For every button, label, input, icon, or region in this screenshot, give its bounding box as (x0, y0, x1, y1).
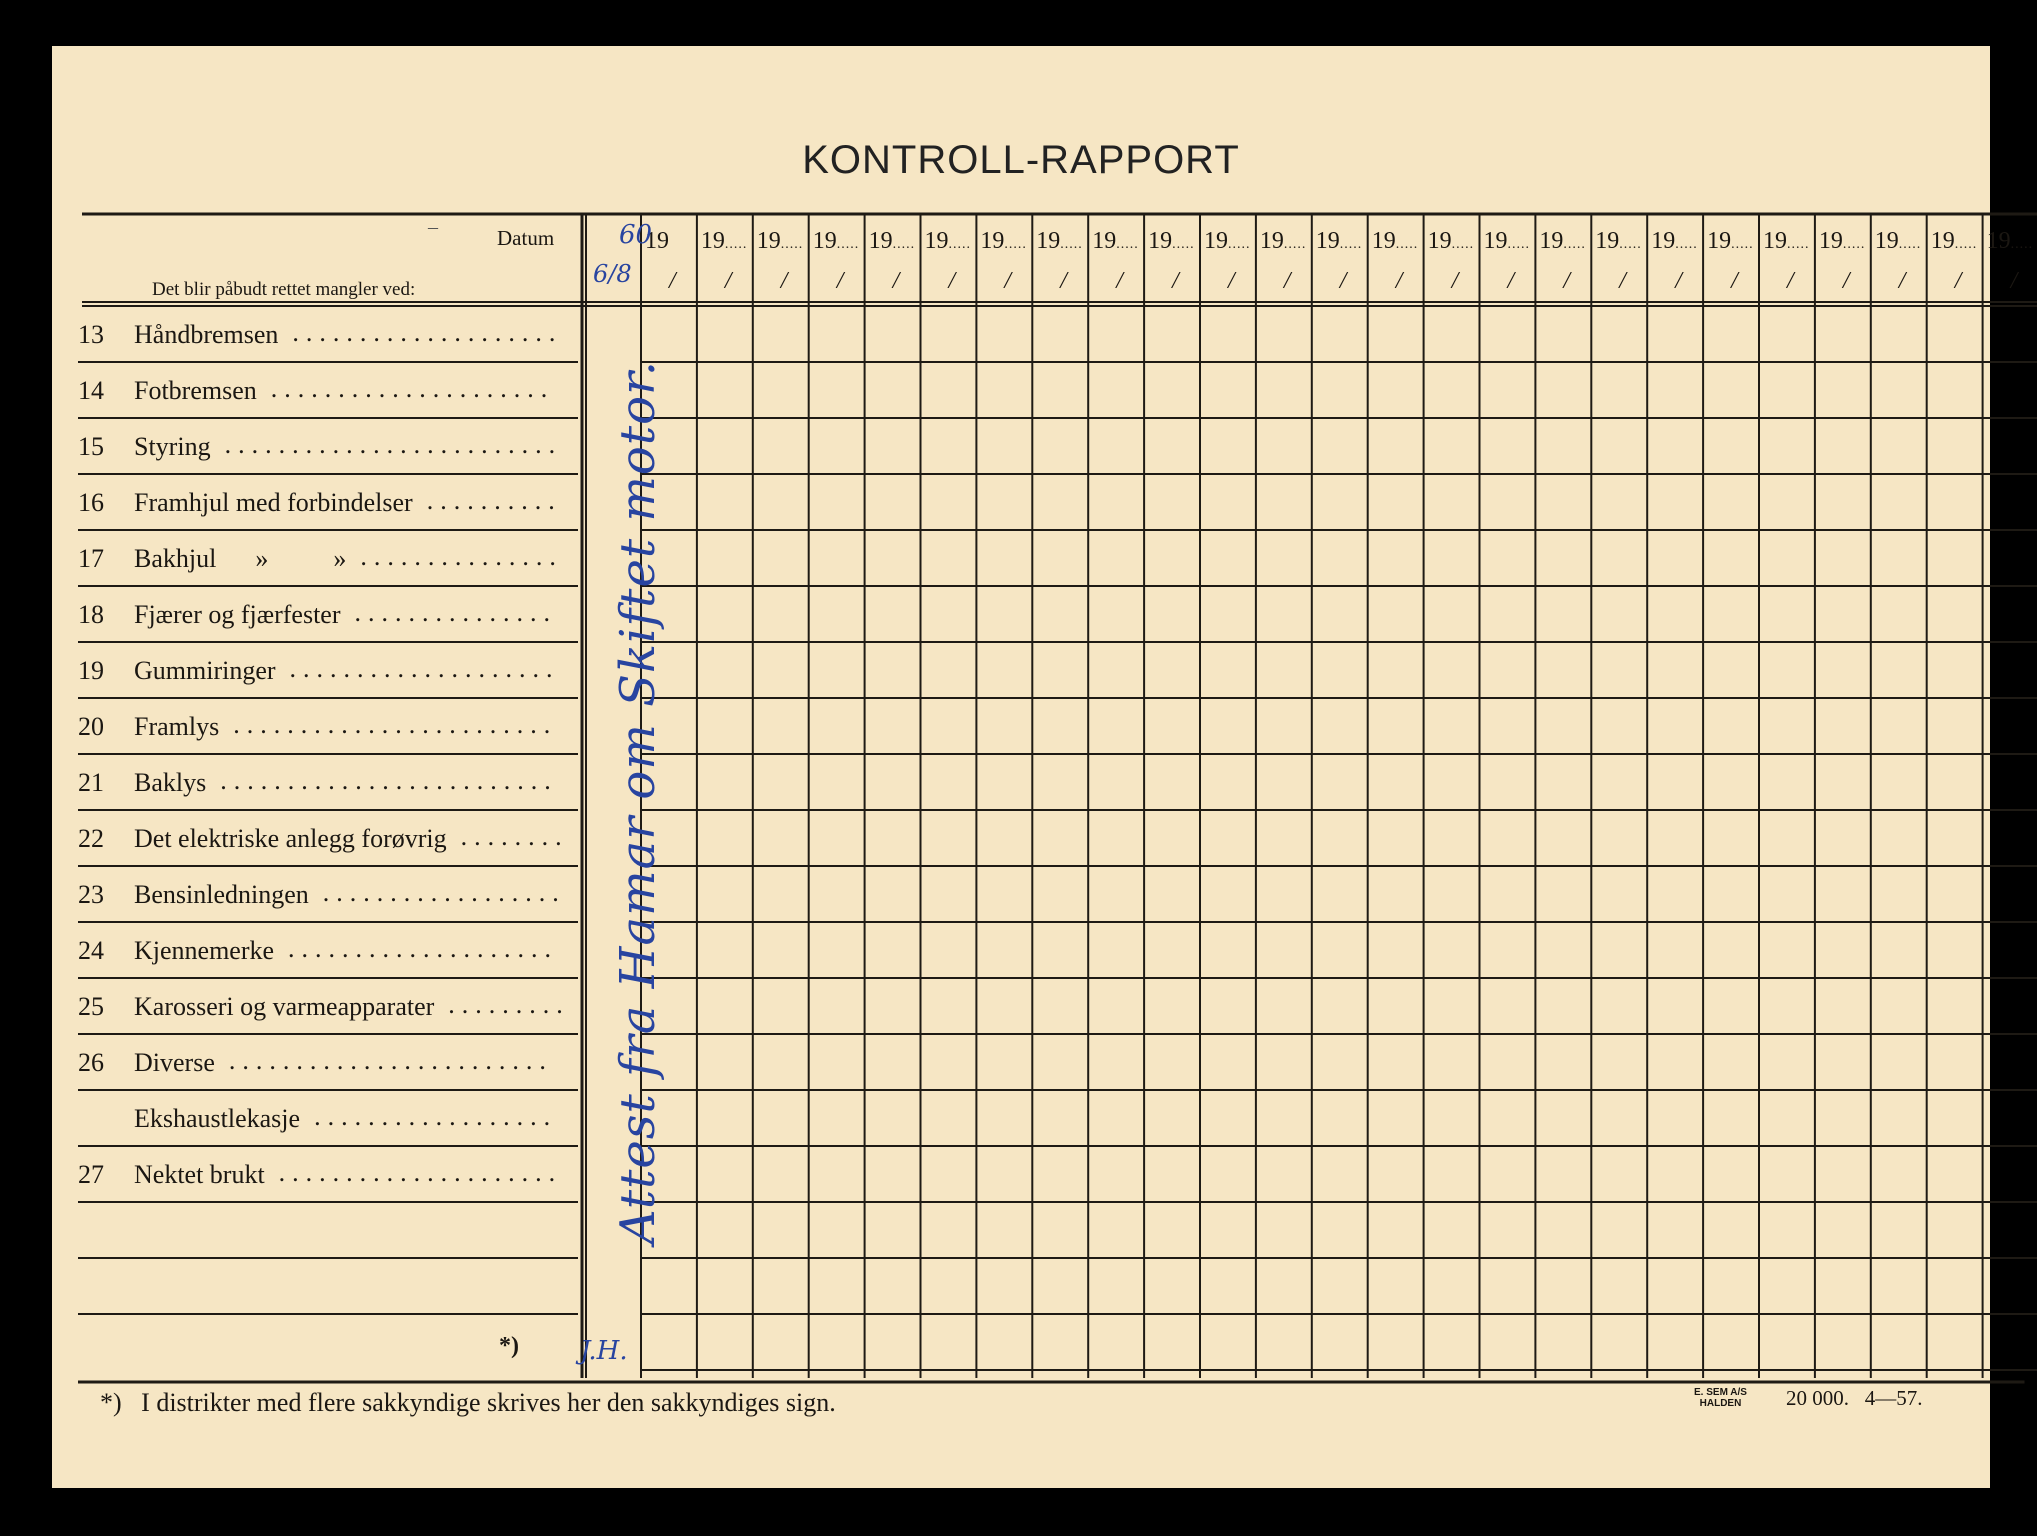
column-date-slash: / (836, 268, 844, 294)
column-date-slash: / (1842, 268, 1850, 294)
column-year-prefix: 19 (1259, 228, 1284, 254)
row-label: Nektet brukt (134, 1160, 265, 1189)
column-year-prefix: 19 (1539, 228, 1564, 254)
column-date-slash: / (1060, 268, 1067, 294)
column-date-slash: / (1787, 268, 1794, 294)
dot-leader: ........................ (233, 710, 558, 739)
column-year (1036, 228, 1083, 255)
column-year-blank: ..... (1619, 237, 1642, 252)
column-year (1875, 228, 1922, 255)
printer-name: E. SEM A/S (1694, 1387, 1747, 1398)
column-date-slash: / (1619, 268, 1626, 294)
column-date-slash: / (1898, 268, 1906, 294)
column-year (1092, 228, 1139, 255)
column-year-prefix: 19 (645, 228, 669, 254)
row-label: Fotbremsen (134, 376, 257, 405)
column-date-slash: / (1507, 268, 1515, 294)
column-year-prefix: 19 (1204, 228, 1228, 254)
column-date-slash: / (780, 268, 788, 294)
column-year (813, 228, 860, 255)
column-year-prefix: 19 (756, 228, 781, 254)
column-year-prefix: 19 (812, 228, 837, 254)
column-year-blank: ..... (1842, 237, 1866, 252)
column-year-blank: ..... (1451, 237, 1475, 252)
handwritten-date: 6/8 (593, 260, 632, 288)
dot-leader: .................... (292, 318, 563, 347)
row-label: Framhjul med forbindelser (134, 488, 413, 517)
dot-leader: ........ (460, 822, 569, 851)
row-number: 13 (78, 320, 104, 349)
column-year (1428, 228, 1475, 255)
column-year (1316, 228, 1363, 255)
handwritten-signature: J.H. (580, 1336, 628, 1366)
column-year-blank: ..... (1060, 237, 1083, 252)
column-date-slash: / (2010, 268, 2018, 294)
column-year (1931, 228, 1978, 255)
column-year-blank: ..... (1954, 237, 1978, 252)
column-year-blank: ..... (1787, 237, 1810, 252)
column-year-prefix: 19 (1315, 228, 1340, 254)
column-date-slash: / (1731, 268, 1738, 294)
column-year (1539, 228, 1586, 255)
column-year-prefix: 19 (1930, 228, 1955, 254)
column-year-prefix: 19 (1427, 228, 1452, 254)
column-year-blank: ..... (1228, 237, 1251, 252)
dot-leader: ..................... (278, 1158, 563, 1187)
column-date-slash: / (1172, 268, 1179, 294)
column-date-slash: / (724, 268, 732, 294)
column-date-slash: / (892, 268, 900, 294)
row-label: Det elektriske anlegg forøvrig (134, 824, 447, 853)
column-year-blank: ..... (1563, 237, 1586, 252)
column-year-blank: ..... (836, 237, 860, 252)
column-year (1148, 228, 1195, 255)
column-date-slash: / (1563, 268, 1571, 294)
row-number: 18 (78, 600, 104, 629)
dot-leader: .......... (426, 486, 562, 515)
column-date-slash: / (1675, 268, 1682, 294)
column-date-slash: / (1283, 268, 1291, 294)
row-number: 19 (78, 656, 104, 685)
column-year-prefix: 19 (1763, 228, 1787, 254)
dot-leader: ........................ (228, 1046, 553, 1075)
column-year (1987, 228, 2034, 255)
footnote: *) I distrikter med flere sakkyndige skrives her den sakkyndiges sign. (100, 1388, 836, 1417)
header-dash: – (428, 216, 438, 238)
column-year (1819, 228, 1866, 255)
row-label: Baklys (134, 768, 207, 797)
printer-city: HALDEN (1699, 1398, 1742, 1409)
row-label: Fjærer og fjærfester (134, 600, 341, 629)
page-title: KONTROLL-RAPPORT (802, 138, 1240, 182)
row-number: 16 (78, 488, 104, 517)
column-year (757, 228, 804, 255)
handwritten-year: 60 (619, 220, 653, 250)
column-year-blank: ..... (1898, 237, 1922, 252)
column-year-blank: ..... (1675, 237, 1698, 252)
column-year-blank: ..... (1731, 237, 1754, 252)
dot-leader: ......................... (220, 766, 558, 795)
column-year-prefix: 19 (924, 228, 949, 254)
column-date-slash: / (1954, 268, 1962, 294)
defects-intro-label: Det blir påbudt rettet mangler ved: (152, 279, 416, 300)
column-year-prefix: 19 (1874, 228, 1899, 254)
column-year-blank: ..... (1395, 237, 1419, 252)
column-year-blank: ..... (1339, 237, 1363, 252)
column-year-blank: ..... (1004, 237, 1027, 252)
row-number: 27 (78, 1160, 104, 1189)
dot-leader: .................... (289, 654, 560, 683)
column-year-blank: ..... (1283, 237, 1307, 252)
column-year (1651, 228, 1698, 255)
column-year (1763, 228, 1810, 255)
column-year (1707, 228, 1754, 255)
column-date-slash: / (1339, 268, 1347, 294)
column-year-prefix: 19 (1036, 228, 1061, 254)
column-year-blank: ..... (2010, 237, 2034, 252)
dot-leader: .................. (314, 1102, 558, 1131)
column-year-blank: ..... (1172, 237, 1195, 252)
column-year (701, 228, 748, 255)
row-label: Framlys (134, 712, 220, 741)
dot-leader: ......... (448, 990, 570, 1019)
row-number: 21 (78, 768, 104, 797)
printer-mark (1694, 1387, 1747, 1409)
column-date-slash: / (1116, 268, 1123, 294)
dot-leader: ......................... (224, 430, 563, 459)
column-year-prefix: 19 (1371, 228, 1396, 254)
row-number: 26 (78, 1048, 104, 1077)
row-number: 23 (78, 880, 104, 909)
row-label: Håndbremsen (134, 320, 279, 349)
column-year-prefix: 19 (700, 228, 725, 254)
column-year-blank: ..... (948, 237, 971, 252)
column-year (980, 228, 1027, 255)
dot-leader: ..................... (270, 374, 555, 403)
column-year (1260, 228, 1307, 255)
row-label: Diverse (134, 1048, 215, 1077)
column-date-slash: / (948, 268, 956, 294)
row-number: 17 (78, 544, 104, 573)
column-date-slash: / (1004, 268, 1012, 294)
handwritten-note: Attest fra Hamar om Skiftet motor. (610, 360, 666, 1244)
column-year-prefix: 19 (1092, 228, 1117, 254)
print-run: 20 000. 4—57. (1786, 1386, 1923, 1410)
row-label: Bakhjul » » (134, 544, 347, 573)
column-year-prefix: 19 (1707, 228, 1732, 254)
column-year-prefix: 19 (1148, 228, 1173, 254)
column-year (1595, 228, 1642, 255)
row-label: Kjennemerke (134, 936, 275, 965)
column-year-blank: ..... (892, 237, 916, 252)
column-year-prefix: 19 (1986, 228, 2011, 254)
row-label: Gummiringer (134, 656, 276, 685)
dot-leader: .................. (322, 878, 566, 907)
column-year-prefix: 19 (1595, 228, 1620, 254)
column-date-slash: / (1451, 268, 1459, 294)
row-label: Ekshaustlekasje (134, 1104, 301, 1133)
inspection-card (52, 46, 2034, 1488)
row-number: 14 (78, 376, 104, 405)
column-year-blank: ..... (780, 237, 804, 252)
row-number: 24 (78, 936, 104, 965)
column-year (1204, 228, 1251, 255)
column-year-prefix: 19 (1651, 228, 1676, 254)
column-year-prefix: 19 (1483, 228, 1508, 254)
column-year (1372, 228, 1419, 255)
column-year-prefix: 19 (1818, 228, 1843, 254)
column-date-slash: / (1228, 268, 1235, 294)
column-year-blank: ..... (1116, 237, 1139, 252)
row-label: Bensinledningen (134, 880, 309, 909)
row-number: 15 (78, 432, 104, 461)
column-date-slash: / (669, 268, 676, 294)
dot-leader: ............... (360, 542, 563, 571)
signature-row-mark: *) (499, 1333, 519, 1359)
row-label: Karosseri og varmeapparater (134, 992, 435, 1021)
column-year-blank: ..... (1507, 237, 1530, 252)
row-label: Styring (134, 432, 211, 461)
column-year-blank: ..... (724, 237, 748, 252)
column-year-prefix: 19 (980, 228, 1005, 254)
row-number: 22 (78, 824, 104, 853)
dot-leader: ............... (354, 598, 557, 627)
column-year (869, 228, 916, 255)
dot-leader: .................... (288, 934, 559, 963)
datum-label: Datum (497, 226, 555, 250)
row-number: 20 (78, 712, 104, 741)
row-number: 25 (78, 992, 104, 1021)
column-year (925, 228, 972, 255)
column-year-prefix: 19 (868, 228, 893, 254)
column-year (1484, 228, 1531, 255)
column-date-slash: / (1395, 268, 1403, 294)
